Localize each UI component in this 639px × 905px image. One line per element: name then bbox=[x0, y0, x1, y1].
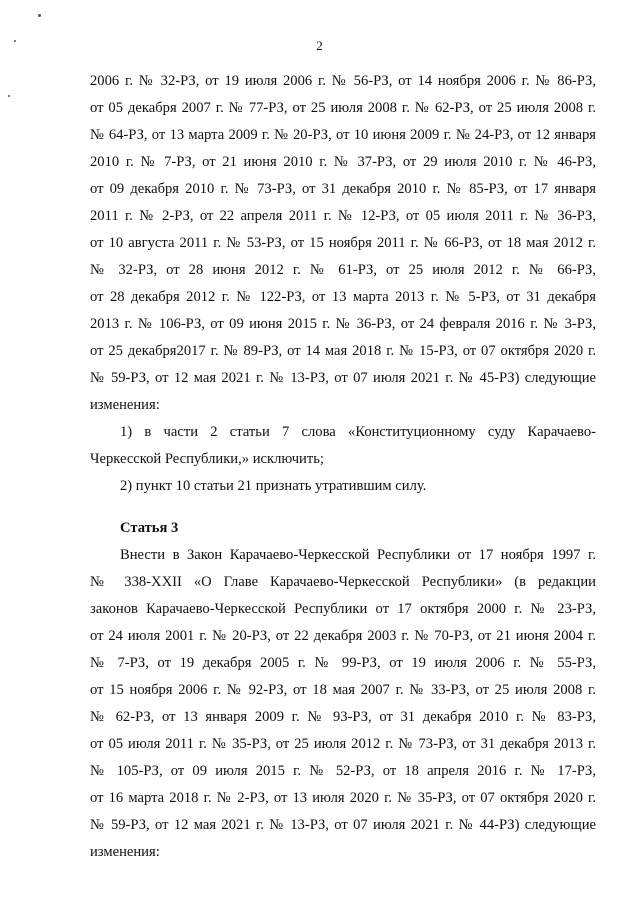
text-line: № 64-РЗ, от 13 марта 2009 г. № 20-РЗ, от 10 июня 2009 г. № 24-РЗ, от 12 января bbox=[90, 127, 596, 143]
list-item-1-line: 1) в части 2 статьи 7 слова «Конституционному суду Карачаево- bbox=[120, 424, 596, 440]
text-line: от 16 марта 2018 г. № 2-РЗ, от 13 июля 2020 г. № 35-РЗ, от 07 октября 2020 г. bbox=[90, 790, 596, 806]
text-line: от 28 декабря 2012 г. № 122-РЗ, от 13 марта 2013 г. № 5-РЗ, от 31 декабря bbox=[90, 289, 596, 305]
text-line: от 24 июля 2001 г. № 20-РЗ, от 22 декабря 2003 г. № 70-РЗ, от 21 июня 2004 г. bbox=[90, 628, 596, 644]
text-line: 2006 г. № 32-РЗ, от 19 июля 2006 г. № 56-РЗ, от 14 ноября 2006 г. № 86-РЗ, bbox=[90, 73, 596, 89]
text-line: от 05 июля 2011 г. № 35-РЗ, от 25 июля 2012 г. № 73-РЗ, от 31 декабря 2013 г. bbox=[90, 736, 596, 752]
page-number: 2 bbox=[316, 38, 323, 53]
text-line: от 09 декабря 2010 г. № 73-РЗ, от 31 декабря 2010 г. № 85-РЗ, от 17 января bbox=[90, 181, 596, 197]
list-item-2: 2) пункт 10 статьи 21 признать утратившим силу. bbox=[120, 478, 427, 494]
text-line: № 7-РЗ, от 19 декабря 2005 г. № 99-РЗ, от 19 июля 2006 г. № 55-РЗ, bbox=[90, 655, 596, 671]
text-line: № 338-XXII «О Главе Карачаево-Черкесской Республики» (в редакции bbox=[90, 574, 596, 590]
list-item-1-line: Черкесской Республики,» исключить; bbox=[90, 451, 324, 467]
text-line: изменения: bbox=[90, 844, 160, 860]
text-line: № 32-РЗ, от 28 июня 2012 г. № 61-РЗ, от 25 июля 2012 г. № 66-РЗ, bbox=[90, 262, 596, 278]
scan-speck bbox=[38, 14, 41, 17]
text-line: № 59-РЗ, от 12 мая 2021 г. № 13-РЗ, от 07 июля 2021 г. № 45-РЗ) следующие bbox=[90, 370, 596, 386]
text-line: от 10 августа 2011 г. № 53-РЗ, от 15 ноября 2011 г. № 66-РЗ, от 18 мая 2012 г. bbox=[90, 235, 596, 251]
scan-speck bbox=[8, 95, 10, 97]
text-line: 2011 г. № 2-РЗ, от 22 апреля 2011 г. № 12-РЗ, от 05 июля 2011 г. № 36-РЗ, bbox=[90, 208, 596, 224]
text-line: от 25 декабря2017 г. № 89-РЗ, от 14 мая 2018 г. № 15-РЗ, от 07 октября 2020 г. bbox=[90, 343, 596, 359]
text-line: от 15 ноября 2006 г. № 92-РЗ, от 18 мая 2007 г. № 33-РЗ, от 25 июля 2008 г. bbox=[90, 682, 596, 698]
article-heading: Статья 3 bbox=[120, 520, 179, 536]
text-line: 2010 г. № 7-РЗ, от 21 июня 2010 г. № 37-РЗ, от 29 июля 2010 г. № 46-РЗ, bbox=[90, 154, 596, 170]
text-line: Внести в Закон Карачаево-Черкесской Республики от 17 ноября 1997 г. bbox=[120, 547, 596, 563]
text-line: изменения: bbox=[90, 397, 160, 413]
text-line: № 62-РЗ, от 13 января 2009 г. № 93-РЗ, от 31 декабря 2010 г. № 83-РЗ, bbox=[90, 709, 596, 725]
text-line: № 105-РЗ, от 09 июля 2015 г. № 52-РЗ, от 18 апреля 2016 г. № 17-РЗ, bbox=[90, 763, 596, 779]
text-line: законов Карачаево-Черкесской Республики от 17 октября 2000 г. № 23-РЗ, bbox=[90, 601, 596, 617]
text-line: 2013 г. № 106-РЗ, от 09 июня 2015 г. № 36-РЗ, от 24 февраля 2016 г. № 3-РЗ, bbox=[90, 316, 596, 332]
text-line: от 05 декабря 2007 г. № 77-РЗ, от 25 июля 2008 г. № 62-РЗ, от 25 июля 2008 г. bbox=[90, 100, 596, 116]
text-line: № 59-РЗ, от 12 мая 2021 г. № 13-РЗ, от 07 июля 2021 г. № 44-РЗ) следующие bbox=[90, 817, 596, 833]
